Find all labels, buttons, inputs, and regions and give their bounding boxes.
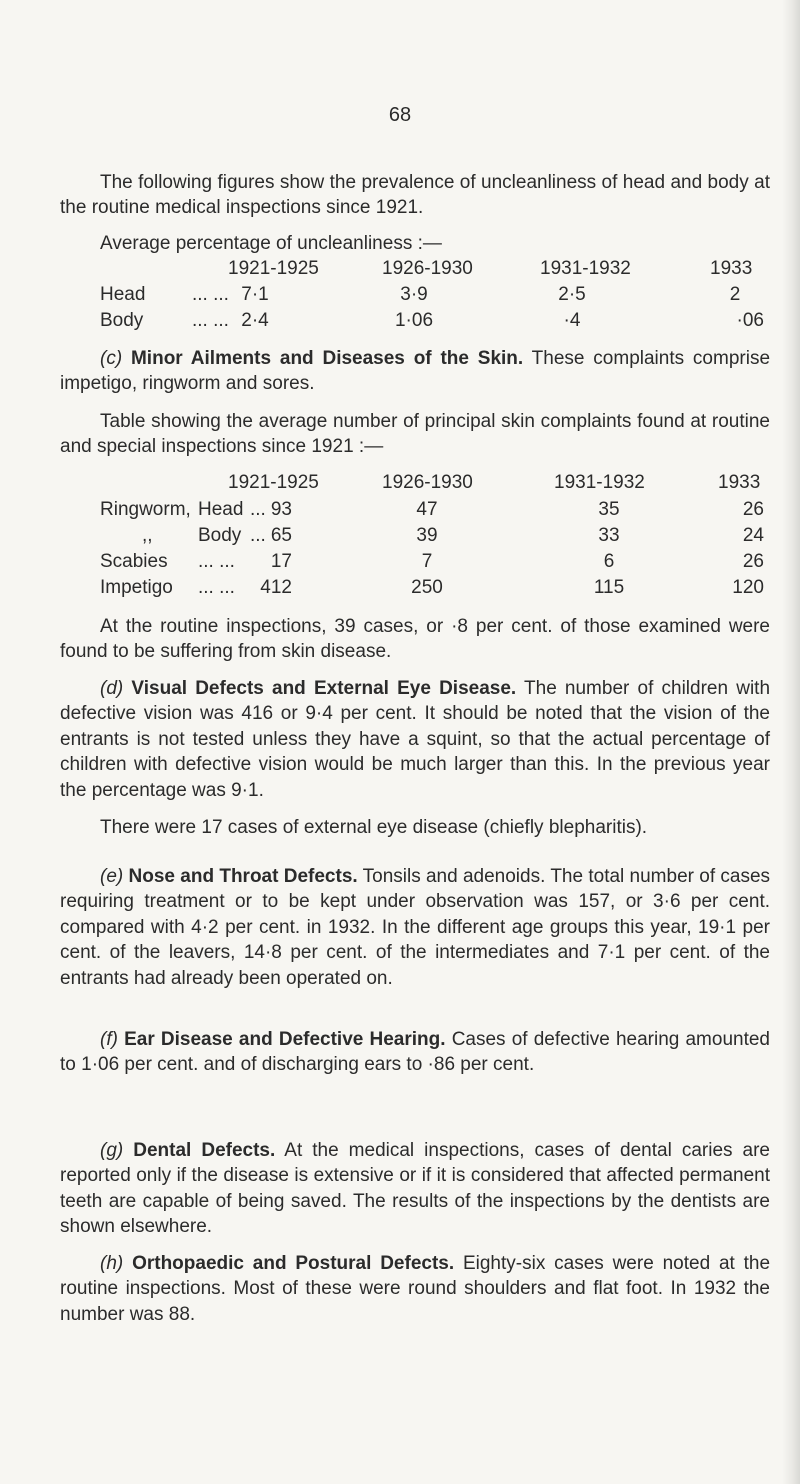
cell-value: 7	[421, 551, 433, 572]
intro-paragraph	[60, 170, 770, 221]
cell-value: 115	[593, 577, 625, 598]
leader-dots: ... ...	[192, 310, 229, 331]
section-h-text: Eighty-six cases were noted at the routine inspections. Most of these were round shoulders and flat foot. In 1932 the number was 88.	[60, 1253, 771, 1325]
row-label: Head	[100, 284, 146, 305]
row-label: ,,	[142, 525, 153, 546]
section-c-text: These complaints comprise impetigo, ringworm and sores.	[60, 348, 771, 395]
section-f-text: Cases of defective hearing amounted to 1·06 per cent. and of discharging ears to ·86 per cent.	[60, 1029, 770, 1076]
cell-value: ·4	[563, 310, 581, 331]
leader-dots: ... ...	[198, 551, 235, 572]
row-sublabel: Body	[198, 525, 242, 546]
uncleanliness-col-3: 1931-1932	[540, 258, 631, 279]
uncleanliness-caption: Average percentage of uncleanliness :—	[100, 233, 442, 254]
cell-value: 7·1	[241, 284, 269, 305]
table-row	[0, 284, 800, 310]
skin-header-row	[0, 472, 800, 498]
section-c-marker: (c)	[100, 348, 123, 369]
cell-value: 26	[742, 551, 764, 572]
section-e-heading: Nose and Throat Defects.	[128, 866, 358, 887]
cell-value: 93	[270, 499, 292, 520]
row-sublabel: Head	[198, 499, 244, 520]
section-h-heading: Orthopaedic and Postural Defects.	[132, 1253, 455, 1274]
row-label: Ringworm,	[100, 499, 191, 520]
leader-dots: ...	[250, 499, 266, 520]
section-d-text: The number of children with defective vision was 416 or 9·4 per cent. It should be noted that the vision of the entrants is not tested unless they have a squint, so that the actual percentage of children with defective vision would be much larger than this. In the previous year the percentage was 9·1.	[60, 678, 771, 801]
routine-note	[60, 614, 770, 665]
cell-value: 24	[742, 525, 764, 546]
section-f-heading: Ear Disease and Defective Hearing.	[124, 1029, 446, 1050]
section-g	[60, 1138, 770, 1240]
cell-value: 26	[742, 499, 764, 520]
section-d	[60, 676, 770, 803]
section-f-marker: (f)	[100, 1029, 118, 1050]
section-e-text: Tonsils and adenoids. The total number of cases requiring treatment or to be kept under observation was 157, or 3·6 per cent. compared with 4·2 per cent. in 1932. In the different age groups this year, 19·1 per cent. of the leavers, 14·8 per cent. of the intermediates and 7·1 per cent. of the entrants had already been operated on.	[60, 866, 771, 989]
cell-value: 35	[598, 499, 620, 520]
cell-value: 412	[260, 577, 292, 598]
leader-dots: ... ...	[198, 577, 235, 598]
row-label: Impetigo	[100, 577, 173, 598]
section-h	[60, 1251, 770, 1327]
cell-value: 47	[416, 499, 438, 520]
table-row	[0, 577, 800, 603]
intro-text: The following figures show the prevalence of uncleanliness of head and body at the routine medical inspections since 1921.	[60, 172, 770, 219]
table-row	[0, 551, 800, 577]
cell-value: 2·5	[558, 284, 586, 305]
uncleanliness-col-2: 1926-1930	[382, 258, 473, 279]
page-number: 68	[388, 104, 412, 126]
section-d-marker: (d)	[100, 678, 124, 699]
cell-value: 65	[270, 525, 292, 546]
page-edge-shadow	[782, 0, 800, 1484]
section-c-heading: Minor Ailments and Diseases of the Skin.	[130, 348, 524, 369]
skin-caption-text: Table showing the average number of principal skin complaints found at routine and special inspections since 1921 :—	[60, 411, 770, 458]
cell-value: 33	[598, 525, 620, 546]
skin-col-2: 1926-1930	[382, 472, 473, 493]
cell-value: 250	[411, 577, 443, 598]
skin-col-4: 1933	[718, 472, 761, 493]
section-g-text: At the medical inspections, cases of dental caries are reported only if the disease is extensive or if it is considered that affected permanent teeth are capable of being saved. The results of the inspections by the dentists are shown elsewhere.	[60, 1140, 770, 1238]
uncleanliness-col-1: 1921-1925	[228, 258, 319, 279]
row-label: Body	[100, 310, 144, 331]
table-row	[0, 499, 800, 525]
cell-value: 3·9	[400, 284, 428, 305]
section-f	[60, 1027, 770, 1078]
routine-note-text: At the routine inspections, 39 cases, or ·8 per cent. of those examined were found to be suffering from skin disease.	[60, 616, 770, 663]
table-row	[0, 525, 800, 551]
eye-note-text: There were 17 cases of external eye disease (chiefly blepharitis).	[100, 817, 648, 838]
cell-value: 120	[732, 577, 764, 598]
section-e-marker: (e)	[100, 866, 124, 887]
section-e	[60, 864, 770, 991]
cell-value: 2	[729, 284, 741, 305]
cell-value: ·06	[736, 310, 764, 331]
section-g-marker: (g)	[100, 1140, 124, 1161]
cell-value: 2·4	[241, 310, 269, 331]
leader-dots: ... ...	[192, 284, 229, 305]
section-h-marker: (h)	[100, 1253, 124, 1274]
row-label: Scabies	[100, 551, 168, 572]
cell-value: 6	[603, 551, 615, 572]
cell-value: 39	[416, 525, 438, 546]
section-g-heading: Dental Defects.	[133, 1140, 276, 1161]
skin-col-3: 1931-1932	[554, 472, 645, 493]
leader-dots: ...	[250, 525, 266, 546]
table-row	[0, 310, 800, 336]
section-d-heading: Visual Defects and External Eye Disease.	[131, 678, 517, 699]
skin-table-caption	[60, 409, 770, 460]
uncleanliness-header-row	[0, 258, 800, 284]
eye-note	[60, 815, 770, 840]
uncleanliness-col-4: 1933	[710, 258, 753, 279]
cell-value: 1·06	[394, 310, 434, 331]
skin-col-1: 1921-1925	[228, 472, 319, 493]
section-c	[60, 346, 770, 397]
cell-value: 17	[270, 551, 292, 572]
